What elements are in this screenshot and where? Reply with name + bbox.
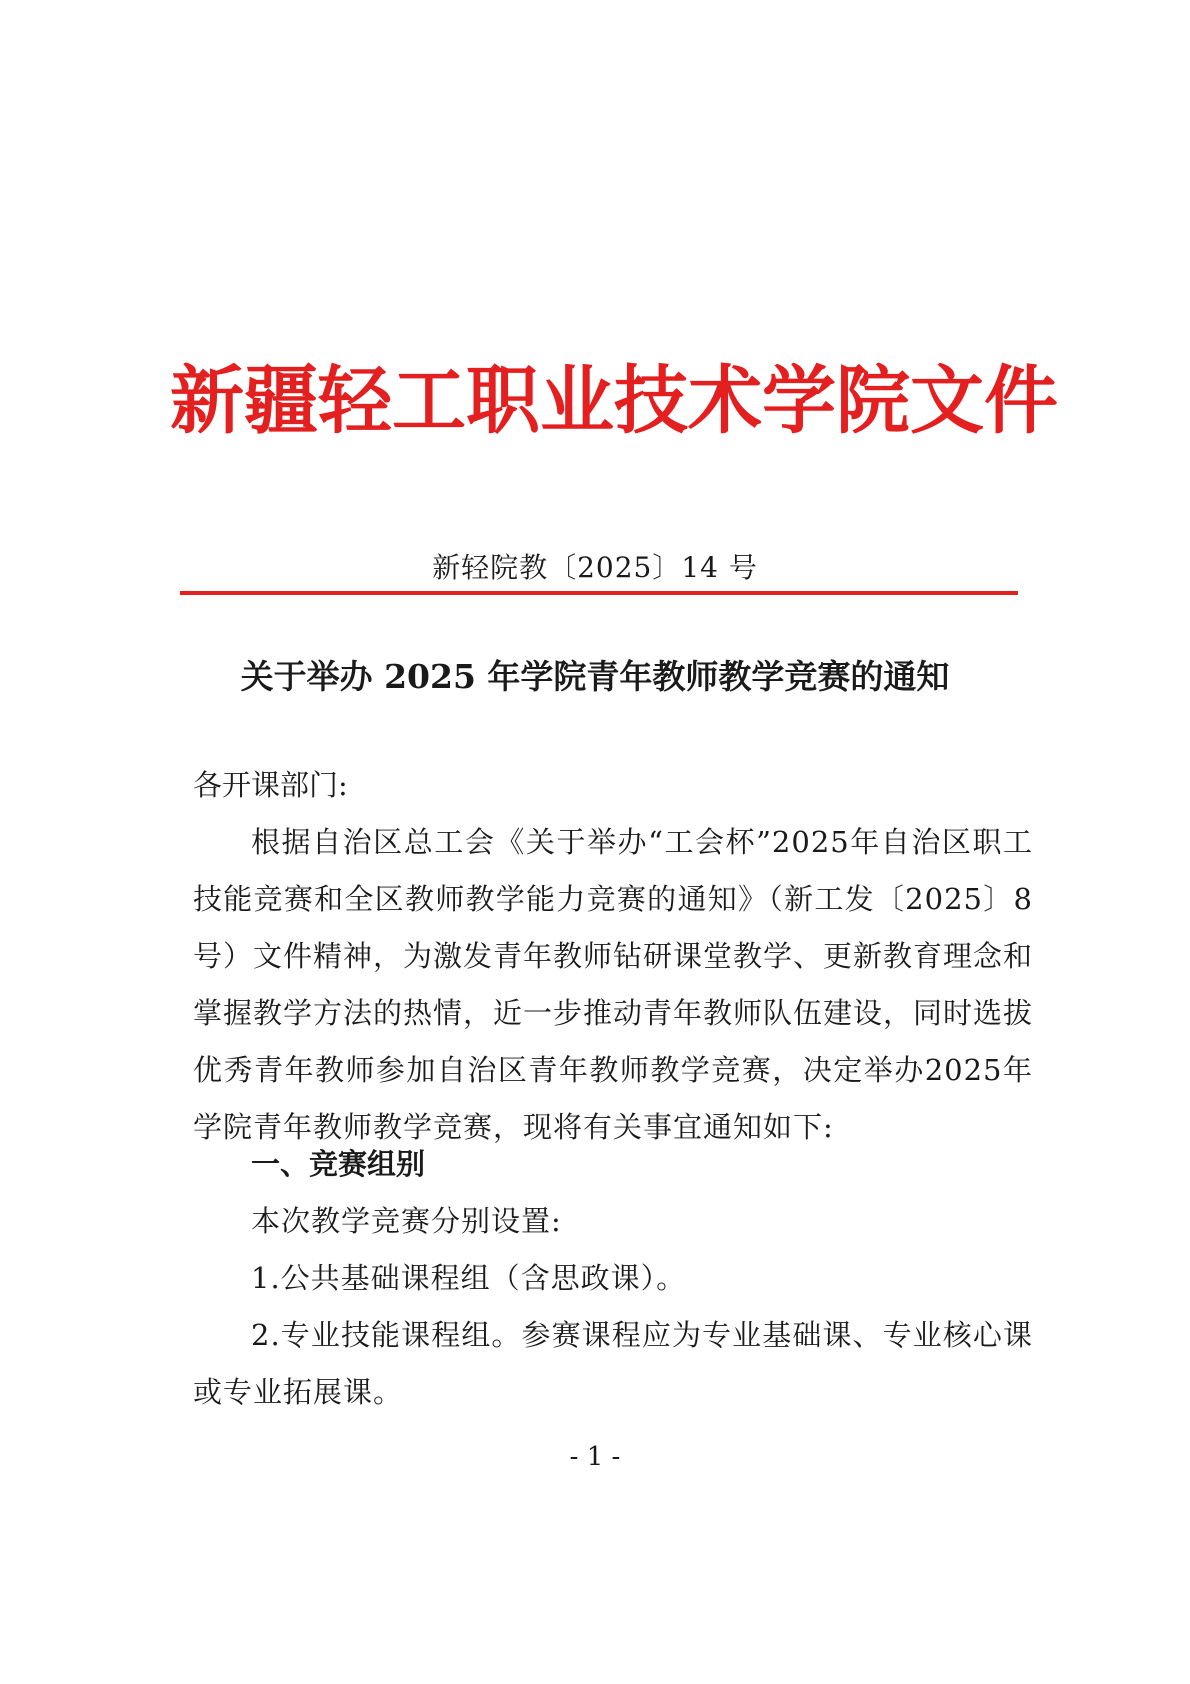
list-item-public-courses: 1.公共基础课程组（含思政课）。 [251,1261,687,1295]
red-divider-rule [180,591,1018,595]
notice-title: 关于举办 2025 年学院青年教师教学竞赛的通知 [240,657,950,696]
document-number: 新轻院教〔2025〕14 号 [432,551,758,584]
intro-paragraph: 根据自治区总工会《关于举办“工会杯”2025年自治区职工技能竞赛和全区教师教学能力竞赛的通知》（新工发〔2025〕8号）文件精神，为激发青年教师钻研课堂教学、更新教育理念和掌握教学方法的热情，近一步推动青年教师队伍建设，同时选拔优秀青年教师参加自治区青年教师教学竞赛，决定举办2025年学院青年教师教学竞赛，现将有关事宜通知如下: [193,825,1034,1144]
page-number: - 1 - [569,1442,621,1472]
section-heading-competition-groups: 一、竞赛组别 [251,1147,426,1181]
list-item-professional-courses: 2.专业技能课程组。参赛课程应为专业基础课、专业核心课或专业拓展课。 [193,1318,1033,1409]
section-lead-text: 本次教学竞赛分别设置: [251,1204,562,1238]
addressee-line: 各开课部门: [193,768,348,802]
document-masthead: 新疆轻工职业技术学院文件 [170,358,1058,444]
